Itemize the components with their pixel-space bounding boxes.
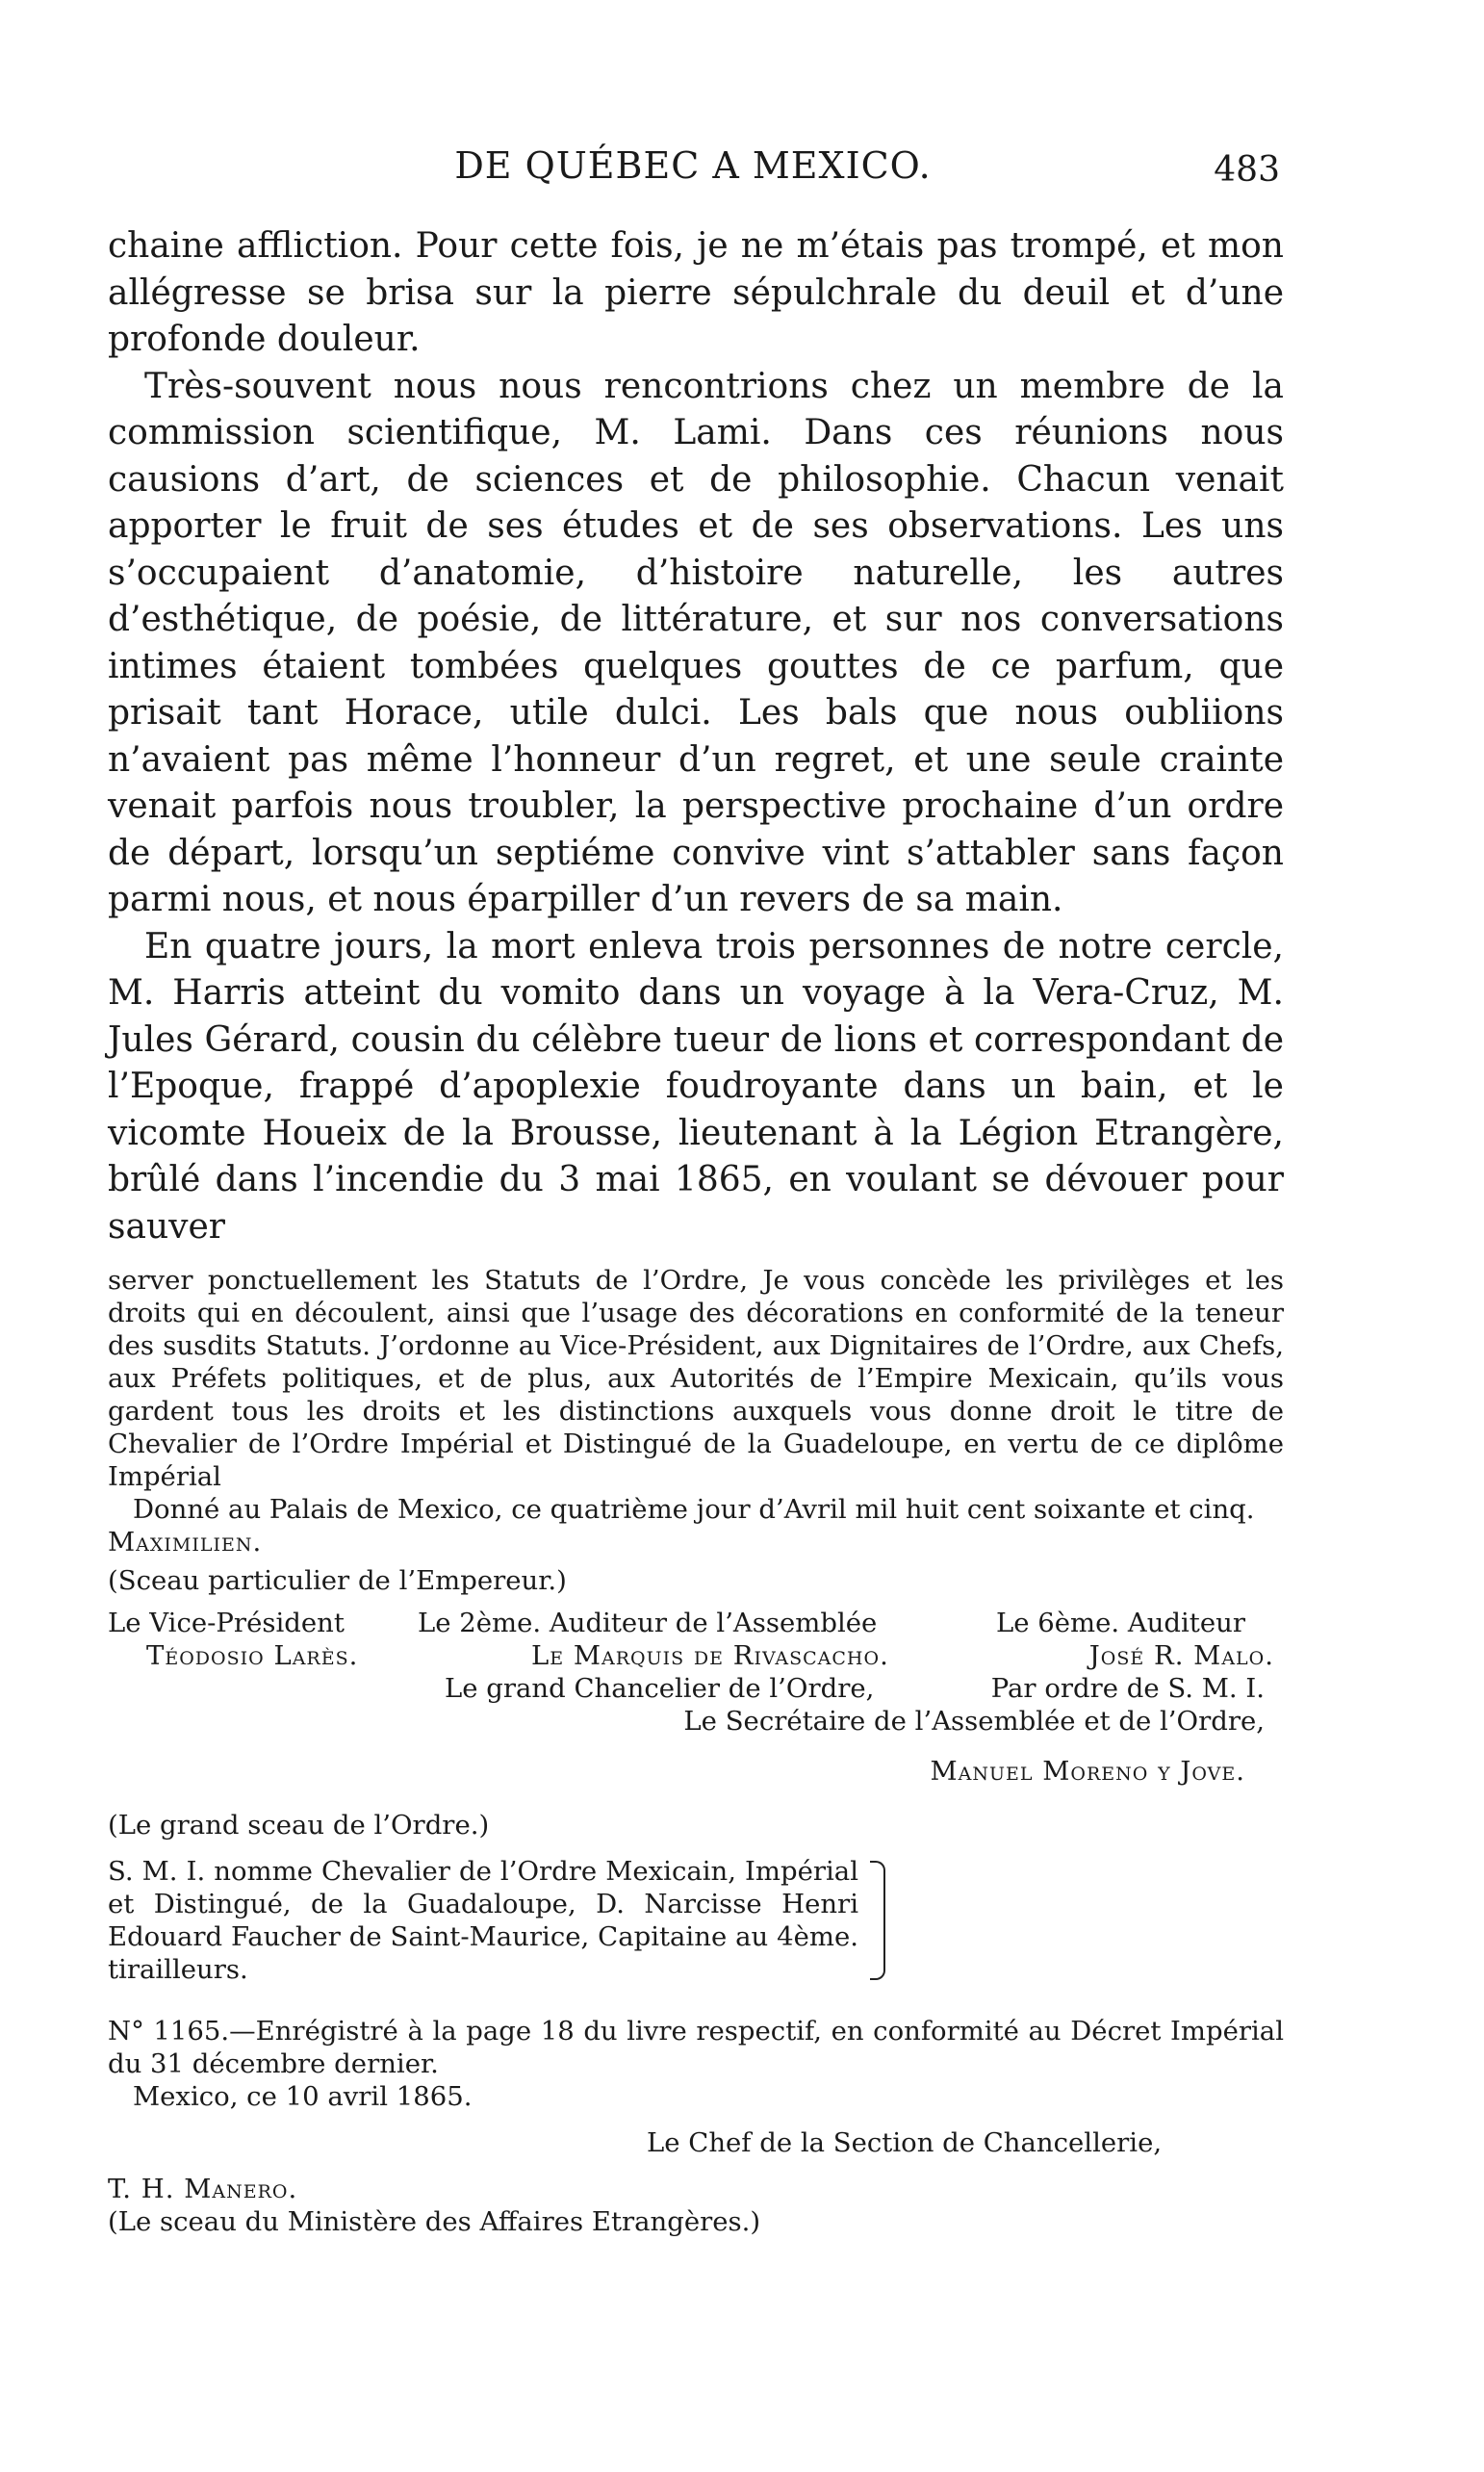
nomination-text: S. M. I. nomme Chevalier de l’Ordre Mexicain, Impérial et Distingué, de la Guadaloupe, D. Narcisse Henri Edouard Faucher de Saint-Maurice, Capitaine au 4ème. tirailleurs.	[108, 1856, 858, 1985]
signatures	[108, 1607, 1284, 1788]
auditor2-title: Le 2ème. Auditeur de l’Assemblée	[418, 1608, 878, 1638]
vice-president-title: Le Vice-Président	[108, 1608, 345, 1638]
auditor2-name: Le Marquis de Rivascacho.	[531, 1640, 889, 1671]
page-header	[106, 144, 1280, 202]
emperor-seal: (Sceau particulier de l’Empereur.)	[108, 1565, 567, 1596]
section-chief-name: T. H. Manero.	[108, 2174, 298, 2204]
ministry-seal: (Le sceau du Ministère des Affaires Etrangères.)	[108, 2206, 761, 2237]
section-chief-title: Le Chef de la Section de Chancellerie,	[647, 2127, 1163, 2158]
paragraph: Très-souvent nous nous rencontrions chez un membre de la commission scientifique, M. Lami. Dans ces réunions nous causions d’art, de sciences et de philosophie. Chacun venait apporter le fruit de ses études et de ses observations. Les uns s’occupaient d’anatomie, d’histoire naturelle, les autres d’esthétique, de poésie, de littérature, et sur nos conversations intimes étaient tombées quelques gouttes de ce parfum, que prisait tant Horace, utile dulci. Les bals que nous oubliions n’avaient pas même l’honneur d’un regret, et une seule crainte venait parfois nous troubler, la perspective prochaine d’un ordre de départ, lorsqu’un septiéme convive vint s’attabler sans façon parmi nous, et nous éparpiller d’un revers de sa main.	[108, 366, 1284, 919]
secretary-title: Le Secrétaire de l’Assemblée et de l’Ordre,	[683, 1706, 1265, 1737]
main-text	[108, 223, 1284, 1250]
page-number: 483	[1214, 150, 1280, 190]
registration-text: N° 1165.—Enrégistré à la page 18 du livre respectif, en conformité au Décret Impérial du 31 décembre dernier.	[108, 2016, 1284, 2079]
footnote-diploma	[108, 1264, 1284, 2238]
paragraph: En quatre jours, la mort enleva trois personnes de notre cercle, M. Harris atteint du vomito dans un voyage à la Vera-Cruz, M. Jules Gérard, cousin du célèbre tueur de lions et correspondant de l’Epoque, frappé d’apoplexie foudroyante dans un bain, et le vicomte Houeix de la Brousse, lieutenant à la Légion Etrangère, brûlé dans l’incendie du 3 mai 1865, en voulant se dévouer pour sauver	[108, 926, 1284, 1247]
auditor6-title: Le 6ème. Auditeur	[995, 1608, 1245, 1638]
decree-text: server ponctuellement les Statuts de l’Ordre, Je vous concède les privilèges et les droits qui en découlent, ainsi que l’usage des décorations en conformité de la teneur des susdits Statuts. J’ordonne au Vice-Président, aux Dignitaires de l’Ordre, aux Chefs, aux Préfets politiques, et de plus, aux Autorités de l’Empire Mexicain, qu’ils vous gardent tous les droits et les distinctions auxquels vous donne droit le titre de Chevalier de l’Ordre Impérial et Distingué de la Guadeloupe, en vertu de ce diplôme Impérial	[108, 1265, 1284, 1492]
grand-seal: (Le grand sceau de l’Ordre.)	[108, 1810, 490, 1841]
secretary-name: Manuel Moreno y Jove.	[930, 1756, 1245, 1787]
chancellor-title: Le grand Chancelier de l’Ordre,	[445, 1673, 875, 1704]
nomination-block	[108, 1855, 885, 1986]
paragraph: chaine affliction. Pour cette fois, je ne m’étais pas trompé, et mon allégresse se brisa sur la pierre sépulchrale du deuil et d’une profonde douleur.	[108, 226, 1284, 359]
running-title: DE QUÉBEC A MEXICO.	[454, 144, 932, 187]
auditor6-name: José R. Malo.	[1088, 1640, 1274, 1671]
emperor-signature: Maximilien.	[108, 1527, 263, 1558]
vice-president-name: Téodosio Larès.	[146, 1640, 359, 1671]
by-order-text: Par ordre de S. M. I.	[990, 1673, 1265, 1704]
given-at-text: Donné au Palais de Mexico, ce quatrième jour d’Avril mil huit cent soixante et cinq.	[133, 1494, 1255, 1525]
place-date-text: Mexico, ce 10 avril 1865.	[133, 2081, 473, 2112]
